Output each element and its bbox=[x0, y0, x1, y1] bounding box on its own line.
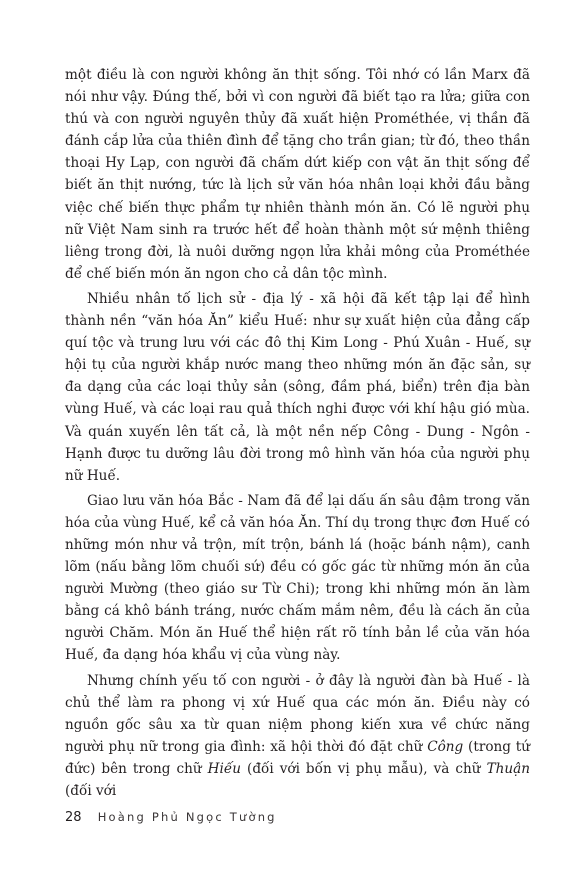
paragraph-4-text-a: Nhưng chính yếu tố con người - ở đây là người đàn bà Huế - là chủ thể làm ra phong vị xứ Huế qua các món ăn. Điều này có nguồn gốc sâu xa từ quan niệm phong kiến xưa về chức năng người phụ nữ trong gia đình: xã hội thời đó đặt chữ bbox=[65, 672, 530, 755]
emphasis-hieu: Hiếu bbox=[207, 760, 241, 777]
page-number: 28 bbox=[65, 810, 82, 825]
paragraph-4-text-b: (trong tứ đức) bên trong chữ bbox=[65, 738, 530, 777]
paragraph-4 bbox=[65, 670, 530, 803]
paragraph-4-text-d: (đối với bbox=[65, 783, 117, 799]
emphasis-cong: Công bbox=[427, 738, 464, 755]
emphasis-thuan: Thuận bbox=[486, 760, 530, 777]
paragraph-3-text: Giao lưu văn hóa Bắc - Nam đã để lại dấu ấn sâu đậm trong văn hóa của vùng Huế, kể cả văn hóa Ăn. Thí dụ trong thực đơn Huế có những món như vả trộn, mít trộn, bánh lá (hoặc bánh nậm), canh lõm (nấu bằng lõm chuối sứ) đều có gốc gác từ những món ăn của người Mường (theo giáo sư Từ Chi); trong khi những món ăn làm bằng cá khô bánh tráng, nước chấm mắm nêm, đều là cách ăn của người Chăm. Món ăn Huế thể hiện rất rõ tính bản lề của văn hóa Huế, đa dạng hóa khẩu vị của vùng này. bbox=[65, 492, 530, 664]
paragraph-2-text: Nhiều nhân tố lịch sử - địa lý - xã hội đã kết tập lại để hình thành nền “văn hóa Ăn” kiểu Huế: như sự xuất hiện của đẳng cấp quí tộc và trung lưu với các đô thị Kim Long - Phú Xuân - Huế, sự hội tụ của người khắp nước mang theo những món ăn đặc sản, sự đa dạng của các loại thủy sản (sông, đầm phá, biển) trên địa bàn vùng Huế, và các loại rau quả thích nghi được với khí hậu gió mùa. Và quán xuyến lên tất cả, là một nền nếp Công - Dung - Ngôn - Hạnh được tu dưỡng lâu đời trong mô hình văn hóa của người phụ nữ Huế. bbox=[65, 290, 530, 484]
paragraph-2 bbox=[65, 288, 530, 487]
paragraph-4-text-c: (đối với bốn vị phụ mẫu), và chữ bbox=[241, 760, 487, 777]
paragraph-3 bbox=[65, 490, 530, 667]
paragraph-1 bbox=[65, 64, 530, 285]
page-body-text bbox=[65, 64, 530, 802]
running-author: Hoàng Phủ Ngọc Tường bbox=[97, 810, 277, 824]
page-footer bbox=[65, 810, 277, 825]
paragraph-1-text: một điều là con người không ăn thịt sống. Tôi nhớ có lần Marx đã nói như vậy. Đúng thế, bởi vì con người đã biết tạo ra lửa; giữa con thú và con người nguyên thủy đã xuất hiện Prométhée, vị thần đã đánh cắp lửa của thiên đình để tặng cho trần gian; từ đó, theo thần thoại Hy Lạp, con người đã chấm dứt kiếp con vật ăn thịt sống để biết ăn thịt nướng, tức là lịch sử văn hóa nhân loại khởi đầu bằng việc chế biến thực phẩm tự nhiên thành món ăn. Có lẽ người phụ nữ Việt Nam sinh ra trước hết để hoàn thành một sứ mệnh thiêng liêng trong đời, là nuôi dưỡng ngọn lửa khải mông của Prométhée để chế biến món ăn ngon cho cả dân tộc mình. bbox=[65, 67, 530, 282]
